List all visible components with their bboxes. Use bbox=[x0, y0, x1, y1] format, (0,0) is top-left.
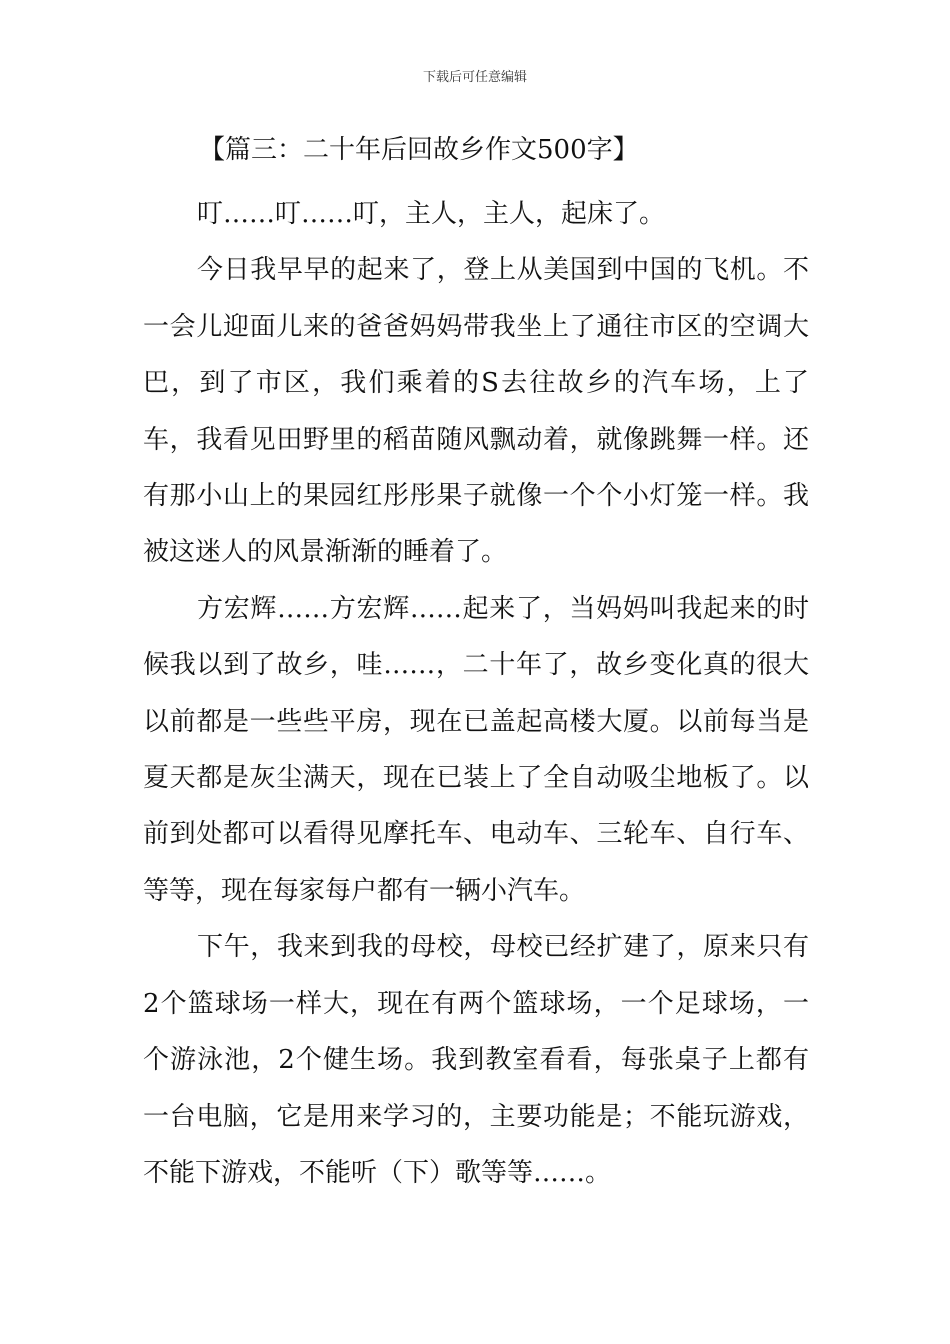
paragraph-1: 叮……叮……叮，主人，主人，起床了。 bbox=[197, 199, 666, 229]
header-note: 下载后可任意编辑 bbox=[422, 70, 527, 85]
document-body bbox=[143, 130, 809, 1201]
essay-title: 【篇三：二十年后回故乡作文500字】 bbox=[199, 135, 639, 165]
paragraph-3: 方宏辉……方宏辉……起来了，当妈妈叫我起来的时候我以到了故乡，哇……，二十年了，故乡变化真的很大以前都是一些些平房，现在已盖起高楼大厦。以前每当是夏天都是灰尘满天，现在已装上了全自动吸尘地板了。以前到处都可以看得见摩托车、电动车、三轮车、自行车、等等，现在每家每户都有一辆小汽车。 bbox=[143, 593, 809, 906]
paragraph-4: 下午，我来到我的母校，母校已经扩建了，原来只有2个篮球场一样大，现在有两个篮球场，一个足球场，一个游泳池，2个健生场。我到教室看看，每张桌子上都有一台电脑，它是用来学习的，主要功能是；不能玩游戏，不能下游戏，不能听（下）歌等等……。 bbox=[143, 932, 809, 1188]
paragraph-2: 今日我早早的起来了，登上从美国到中国的飞机。不一会儿迎面儿来的爸爸妈妈带我坐上了通往市区的空调大巴，到了市区，我们乘着的S去往故乡的汽车场，上了车，我看见田野里的稻苗随风飘动着，就像跳舞一样。还有那小山上的果园红彤彤果子就像一个个小灯笼一样。我被这迷人的风景渐渐的睡着了。 bbox=[143, 255, 809, 568]
